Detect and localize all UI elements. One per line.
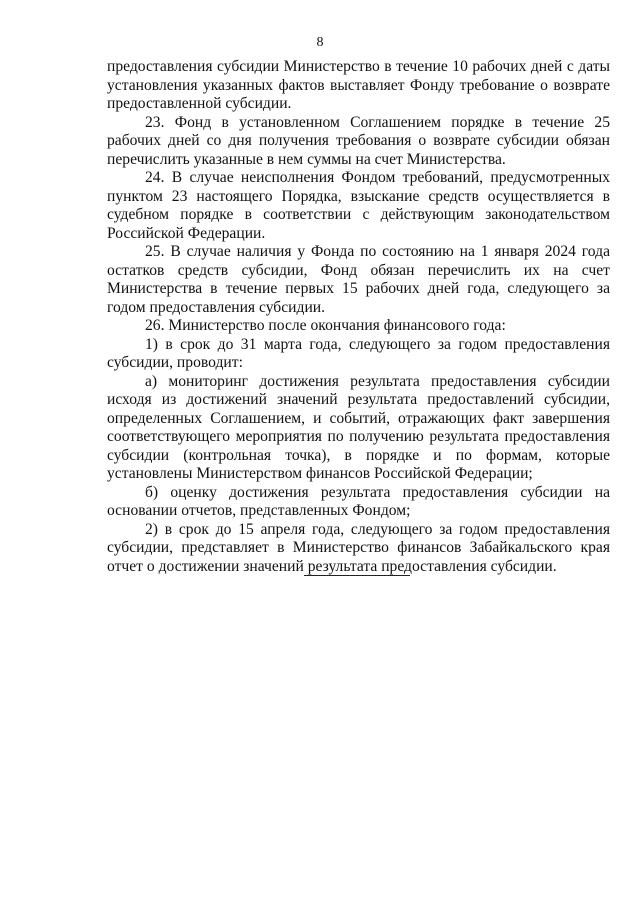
paragraph-item-26: 26. Министерство после окончания финансового года: xyxy=(145,317,506,334)
document-body xyxy=(107,58,610,576)
paragraph-item-23: 23. Фонд в установленном Соглашением порядке в течение 25 рабочих дней со дня получения требования о возврате субсидии обязан перечислить указанные в нем суммы на счет Министерства. xyxy=(107,113,610,168)
paragraph-subitem-a: а) мониторинг достижения результата предоставления субсидии исходя из достижений значений результата предоставлений субсидии, определенных Соглашением, и событий, отражающих факт завершения соответствующего мероприятия по получению результата предоставления субсидии (контрольная точка), в порядке и по формам, которые установлены Министерством финансов Российской Федерации; xyxy=(107,372,610,482)
paragraph-item-24: 24. В случае неисполнения Фондом требований, предусмотренных пунктом 23 настоящего Порядка, взыскание средств осуществляется в судебном порядке в соответствии с действующим законодательством Российской Федерации. xyxy=(107,169,610,242)
page-number: 8 xyxy=(316,35,324,50)
paragraph-subitem-b: б) оценку достижения результата предоставления субсидии на основании отчетов, представленных Фондом; xyxy=(107,483,610,519)
paragraph-item-25: 25. В случае наличия у Фонда по состоянию на 1 января 2024 года остатков средств субсидии, Фонд обязан перечислить их на счет Министерства в течение первых 15 рабочих дней года, следующего за годом предоставления субсидии. xyxy=(107,243,610,316)
paragraph-continuation: предоставления субсидии Министерство в течение 10 рабочих дней с даты установления указанных фактов выставляет Фонду требование о возврате предоставленной субсидии. xyxy=(107,58,610,112)
end-of-text-divider xyxy=(304,575,410,576)
paragraph-subitem-1: 1) в срок до 31 марта года, следующего за годом предоставления субсидии, проводит: xyxy=(107,335,610,371)
paragraph-subitem-2: 2) в срок до 15 апреля года, следующего за годом предоставления субсидии, представляет в Министерство финансов Забайкальского края отчет о достижении значений результата предоставления субсидии. xyxy=(107,520,610,575)
